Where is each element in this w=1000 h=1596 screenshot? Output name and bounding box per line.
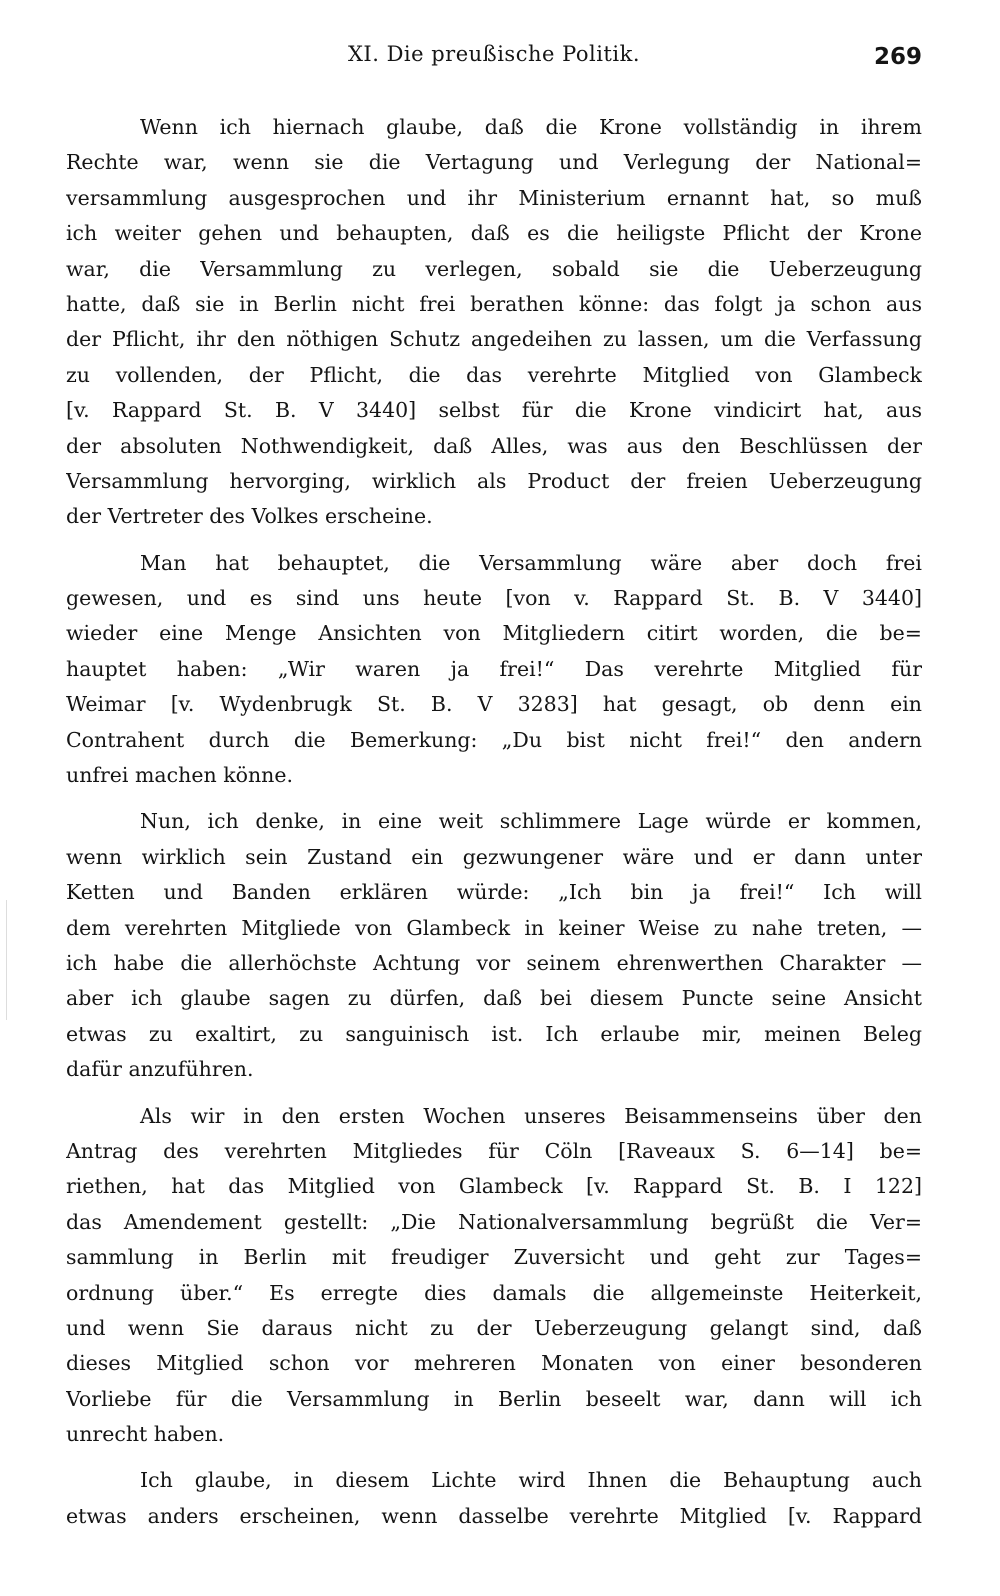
text-line: Antrag des verehrten Mitgliedes für Cöln [Raveaux S. 6—14] be= [66, 1138, 922, 1163]
text-line: riethen, hat das Mitglied von Glambeck [v. Rappard St. B. I 122] [66, 1174, 922, 1199]
paragraph-gap [66, 793, 922, 804]
text-line: etwas anders erscheinen, wenn dasselbe verehrte Mitglied [v. Rappard [66, 1503, 922, 1528]
text-line: Versammlung hervorging, wirklich als Product der freien Ueberzeugung [66, 468, 922, 493]
paragraph [66, 110, 922, 535]
paragraph-gap [66, 535, 922, 546]
text-line: ordnung über.“ Es erregte dies damals die allgemeinste Heiterkeit, [66, 1280, 922, 1305]
text-line: etwas zu exaltirt, zu sanguinisch ist. Ich erlaube mir, meinen Beleg [66, 1021, 922, 1046]
text-line: gewesen, und es sind uns heute [von v. Rappard St. B. V 3440] [66, 586, 922, 611]
text-line: unrecht haben. [66, 1422, 225, 1447]
text-line: unfrei machen könne. [66, 763, 294, 788]
running-title: XI. Die preußische Politik. [347, 42, 640, 66]
text-line: hatte, daß sie in Berlin nicht frei berathen könne: das folgt ja schon aus [66, 291, 922, 316]
paragraph-gap [66, 1088, 922, 1099]
text-line: dem verehrten Mitgliede von Glambeck in keiner Weise zu nahe treten, — [66, 915, 922, 940]
text-line: Nun, ich denke, in eine weit schlimmere Lage würde er kommen, [140, 809, 922, 834]
text-line: ich habe die allerhöchste Achtung vor seinem ehrenwerthen Charakter — [66, 950, 922, 975]
text-line: der Pflicht, ihr den nöthigen Schutz angedeihen zu lassen, um die Verfassung [66, 327, 922, 352]
text-line: das Amendement gestellt: „Die Nationalversammlung begrüßt die Ver= [66, 1209, 922, 1234]
text-line: Ketten und Banden erklären würde: „Ich bin ja frei!“ Ich will [66, 880, 922, 905]
text-line: Weimar [v. Wydenbrugk St. B. V 3283] hat gesagt, ob denn ein [66, 692, 922, 717]
paragraph [66, 1099, 922, 1453]
text-line: Ich glaube, in diesem Lichte wird Ihnen die Behauptung auch [140, 1468, 922, 1493]
text-line: versammlung ausgesprochen und ihr Ministerium ernannt hat, so muß [66, 185, 922, 210]
paragraph [66, 804, 922, 1087]
body-text [66, 110, 922, 1534]
text-line: war, die Versammlung zu verlegen, sobald sie die Ueberzeugung [66, 256, 922, 281]
text-line: aber ich glaube sagen zu dürfen, daß bei diesem Puncte seine Ansicht [66, 986, 922, 1011]
text-line: der Vertreter des Volkes erscheine. [66, 504, 433, 529]
text-line: ich weiter gehen und behaupten, daß es die heiligste Pflicht der Krone [66, 221, 922, 246]
text-line: Rechte war, wenn sie die Vertagung und Verlegung der National= [66, 150, 922, 175]
text-line: hauptet haben: „Wir waren ja frei!“ Das verehrte Mitglied für [66, 656, 922, 681]
paragraph [66, 1463, 922, 1534]
text-line: dieses Mitglied schon vor mehreren Monaten von einer besonderen [66, 1351, 922, 1376]
text-line: [v. Rappard St. B. V 3440] selbst für die Krone vindicirt hat, aus [66, 398, 922, 423]
paragraph-gap [66, 1452, 922, 1463]
page-edge-mark [6, 900, 7, 1020]
text-line: wenn wirklich sein Zustand ein gezwungener wäre und er dann unter [66, 844, 922, 869]
page-number: 269 [873, 44, 922, 70]
page-header [66, 42, 922, 82]
text-line: Wenn ich hiernach glaube, daß die Krone vollständig in ihrem [140, 115, 922, 139]
text-line: Contrahent durch die Bemerkung: „Du bist nicht frei!“ den andern [66, 727, 922, 752]
paragraph [66, 546, 922, 794]
text-line: Als wir in den ersten Wochen unseres Beisammenseins über den [140, 1103, 922, 1128]
text-line: wieder eine Menge Ansichten von Mitgliedern citirt worden, die be= [66, 621, 922, 646]
text-line: Man hat behauptet, die Versammlung wäre aber doch frei [140, 550, 922, 575]
text-line: zu vollenden, der Pflicht, die das verehrte Mitglied von Glambeck [66, 362, 922, 387]
text-line: sammlung in Berlin mit freudiger Zuversicht und geht zur Tages= [66, 1245, 922, 1270]
text-line: dafür anzuführen. [66, 1057, 254, 1082]
text-line: der absoluten Nothwendigkeit, daß Alles, was aus den Beschlüssen der [66, 433, 922, 458]
text-line: und wenn Sie daraus nicht zu der Ueberzeugung gelangt sind, daß [66, 1315, 922, 1340]
text-line: Vorliebe für die Versammlung in Berlin beseelt war, dann will ich [66, 1386, 922, 1411]
